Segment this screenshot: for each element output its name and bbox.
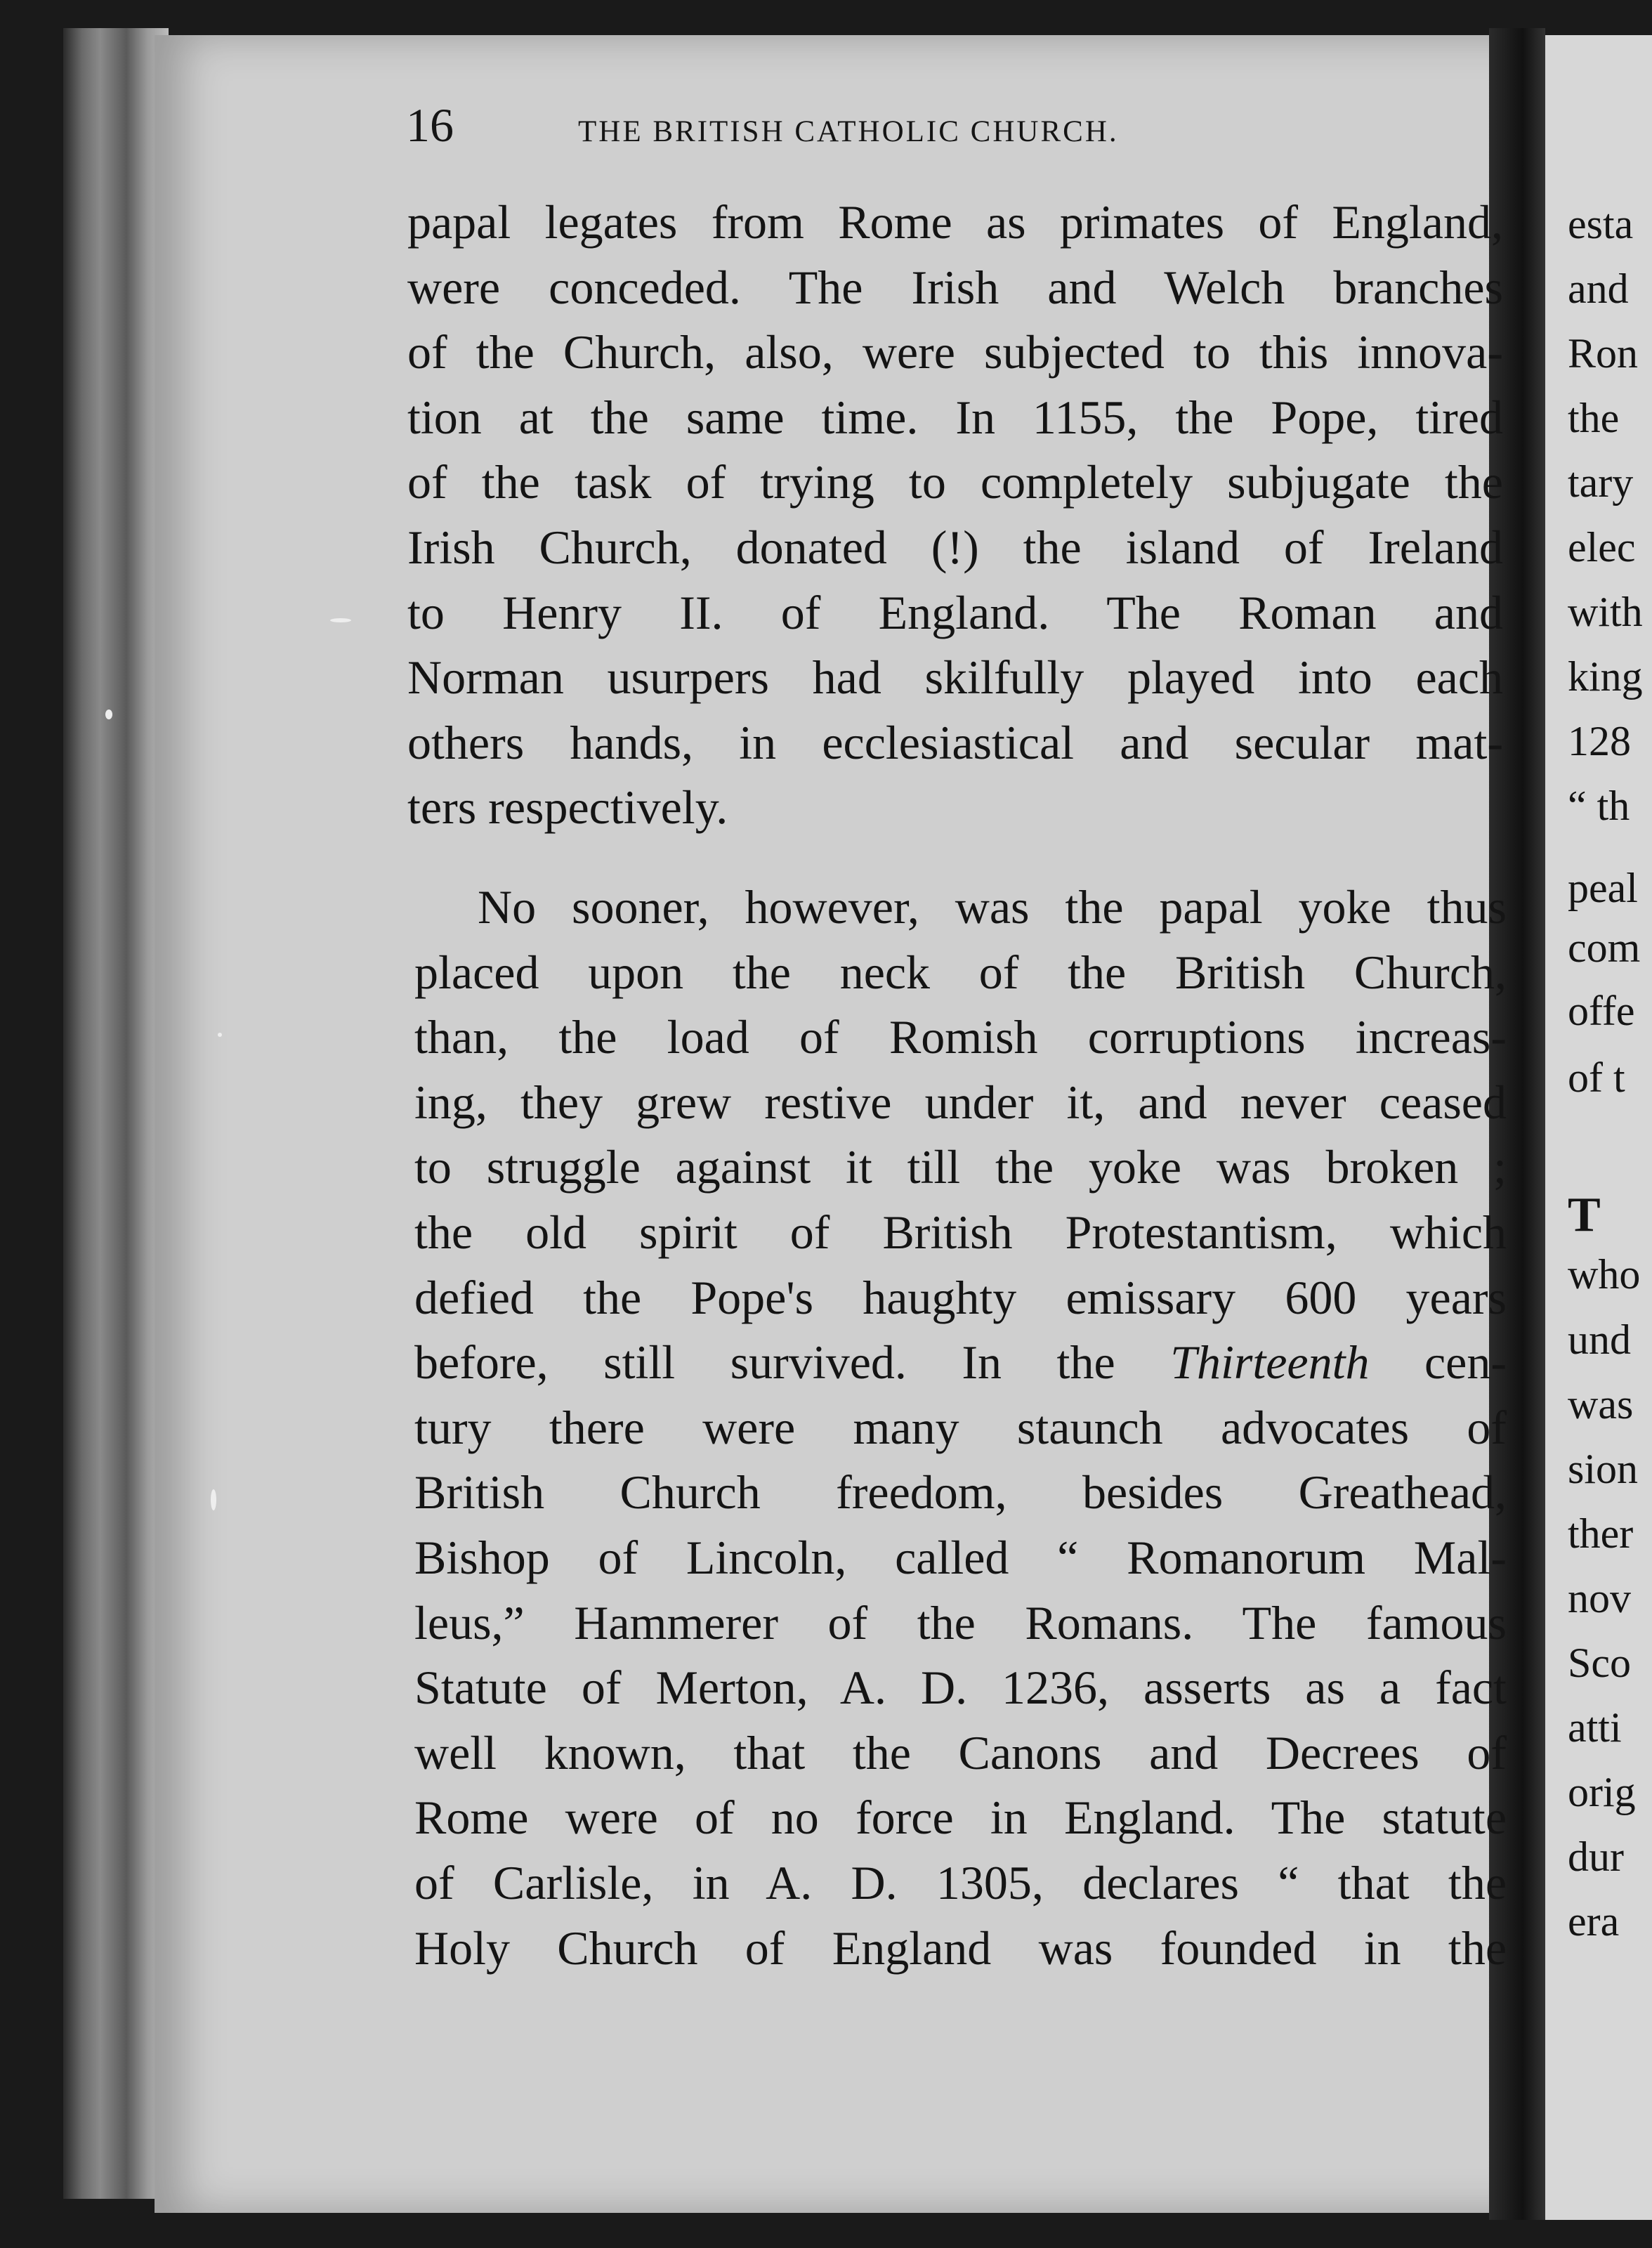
text-line: than, the load of Romish corruptions increas- <box>414 1010 1507 1064</box>
text-line: Statute of Merton, A. D. 1236, asserts as a fact <box>414 1661 1507 1715</box>
fragment: orig <box>1568 1769 1636 1815</box>
fragment: “ th <box>1568 783 1630 829</box>
scan-speck <box>218 1033 222 1037</box>
fragment: dur <box>1568 1834 1624 1880</box>
fragment: 128 <box>1568 718 1631 764</box>
text-line: were conceded. The Irish and Welch branches <box>407 260 1503 314</box>
fragment: peal <box>1568 865 1638 911</box>
paragraph-2 <box>414 875 1507 1980</box>
page-number: 16 <box>406 98 454 152</box>
fragment: und <box>1568 1316 1631 1363</box>
text-line: No sooner, however, was the papal yoke thus <box>478 880 1507 934</box>
fragment: sion <box>1568 1446 1639 1492</box>
fragment: ther <box>1568 1510 1634 1557</box>
fragment: tary <box>1568 459 1634 506</box>
scan-speck <box>330 618 351 622</box>
scan-speck <box>211 1489 216 1510</box>
fragment: Sco <box>1568 1640 1631 1686</box>
text-line: defied the Pope's haughty emissary 600 years <box>414 1270 1507 1324</box>
text-line: ing, they grew restive under it, and never ceased <box>414 1075 1507 1129</box>
italic-phrase: Thirteenth <box>1170 1335 1370 1390</box>
text-line: to struggle against it till the yoke was broken ; <box>414 1140 1507 1194</box>
fragment: era <box>1568 1898 1620 1945</box>
fragment: with <box>1568 589 1643 635</box>
text-line: of the Church, also, were subjected to this innova- <box>407 325 1503 379</box>
fragment: elec <box>1568 524 1636 570</box>
fragment: the <box>1568 395 1620 441</box>
fragment: nov <box>1568 1575 1631 1621</box>
text-line: well known, that the Canons and Decrees of <box>414 1725 1507 1779</box>
text-line: others hands, in ecclesiastical and secular mat- <box>407 715 1503 769</box>
text-line: leus,” Hammerer of the Romans. The famous <box>414 1595 1507 1649</box>
text-line: Holy Church of England was founded in the <box>414 1921 1507 1975</box>
page-header <box>406 90 1446 160</box>
text-line: to Henry II. of England. The Roman and <box>407 585 1503 639</box>
book-spine-edge <box>63 28 169 2199</box>
text-line: the old spirit of British Protestantism, which <box>414 1205 1507 1259</box>
text-line: tury there were many staunch advocates of <box>414 1400 1507 1454</box>
text-segment: before, still survived. In the <box>414 1335 1171 1390</box>
fragment: king <box>1568 653 1643 700</box>
text-line: ters respectively. <box>407 780 728 835</box>
fragment: esta <box>1568 201 1634 247</box>
text-line: of Carlisle, in A. D. 1305, declares “ that the <box>414 1855 1507 1909</box>
scan-speck <box>105 710 112 719</box>
fragment: T <box>1568 1188 1601 1242</box>
text-line: of the task of trying to completely subjugate the <box>407 455 1503 509</box>
fragment: offe <box>1568 988 1635 1034</box>
text-line: Bishop of Lincoln, called “ Romanorum Mal- <box>414 1530 1507 1584</box>
text-line: Norman usurpers had skilfully played into each <box>407 651 1503 705</box>
text-segment: cen- <box>1369 1335 1507 1390</box>
text-line: tion at the same time. In 1155, the Pope, tired <box>407 390 1503 444</box>
fragment: com <box>1568 924 1641 971</box>
text-line: British Church freedom, besides Greathead, <box>414 1465 1507 1520</box>
paragraph-1 <box>407 190 1503 840</box>
fragment: Ron <box>1568 330 1639 377</box>
text-line-with-italic <box>414 1330 1507 1395</box>
text-line: placed upon the neck of the British Church, <box>414 945 1507 999</box>
fragment: of t <box>1568 1054 1625 1101</box>
fragment: and <box>1568 266 1629 312</box>
running-title: THE BRITISH CATHOLIC CHURCH. <box>578 115 1119 148</box>
fragment: atti <box>1568 1704 1622 1751</box>
text-line: papal legates from Rome as primates of England, <box>407 195 1503 249</box>
text-line: Irish Church, donated (!) the island of Ireland <box>407 520 1503 574</box>
text-line: Rome were of no force in England. The statute <box>414 1791 1507 1845</box>
fragment: was <box>1568 1381 1634 1427</box>
fragment: who <box>1568 1251 1641 1298</box>
